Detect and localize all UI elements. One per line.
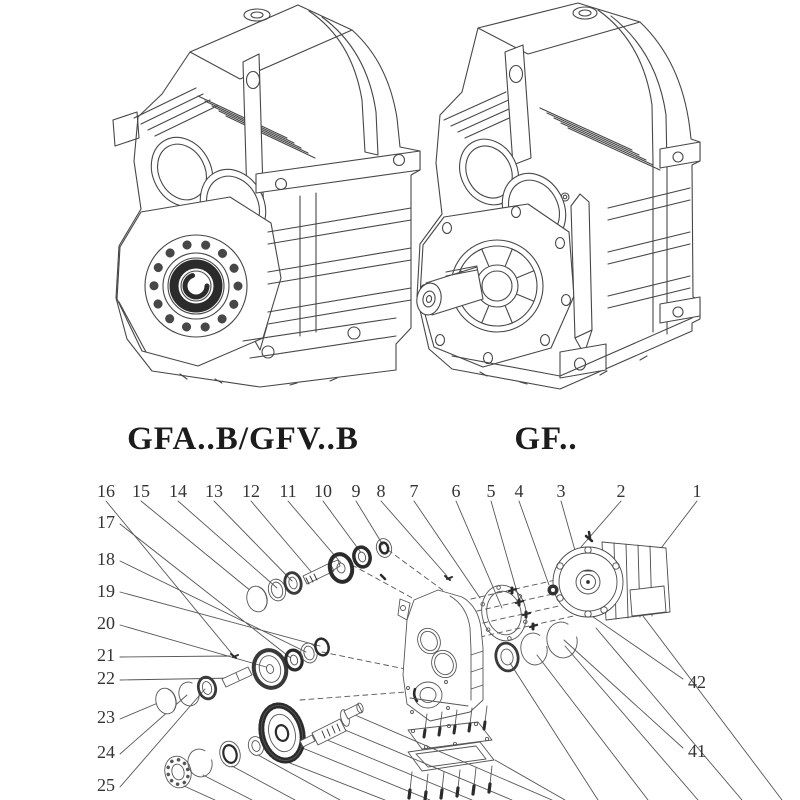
callout-10: 10	[314, 481, 332, 501]
callout-15: 15	[132, 481, 150, 501]
callout-12: 12	[242, 481, 260, 501]
callout-7: 7	[409, 481, 419, 501]
callout-21: 21	[97, 645, 115, 665]
callout-2: 2	[616, 481, 626, 501]
gearbox-drawing-gf	[414, 3, 700, 389]
callout-1: 1	[692, 481, 702, 501]
callout-25: 25	[97, 775, 115, 795]
callout-5: 5	[486, 481, 496, 501]
gearbox-drawing-gfab	[113, 5, 420, 387]
motor	[553, 532, 670, 620]
callout-11: 11	[279, 481, 297, 501]
pan-bolts	[409, 766, 492, 800]
gasket	[408, 722, 492, 749]
callout-3: 3	[556, 481, 566, 501]
callout-8: 8	[376, 481, 386, 501]
callout-20: 20	[97, 613, 115, 633]
callout-17: 17	[97, 512, 115, 532]
callout-41: 41	[688, 741, 706, 761]
exploded-housing	[398, 590, 483, 721]
model-label-right: GF..	[514, 421, 578, 457]
flange-bolts	[509, 588, 537, 629]
exploded-diagram	[97, 481, 782, 800]
callout-18: 18	[97, 549, 115, 569]
callout-13: 13	[205, 481, 223, 501]
callout-14: 14	[169, 481, 187, 501]
callout-4: 4	[514, 481, 524, 501]
output-shaft-assembly	[161, 701, 364, 791]
intermediate-shaft-assembly	[153, 637, 331, 716]
leader-lines-left	[120, 524, 320, 787]
callout-24: 24	[97, 742, 115, 762]
exploded-callouts	[97, 481, 706, 795]
model-label-left: GFA..B/GFV..B	[127, 421, 359, 457]
callout-19: 19	[97, 581, 115, 601]
callout-16: 16	[97, 481, 115, 501]
callout-23: 23	[97, 707, 115, 727]
callout-42: 42	[688, 672, 706, 692]
callout-6: 6	[451, 481, 461, 501]
callout-9: 9	[351, 481, 361, 501]
callout-22: 22	[97, 668, 115, 688]
